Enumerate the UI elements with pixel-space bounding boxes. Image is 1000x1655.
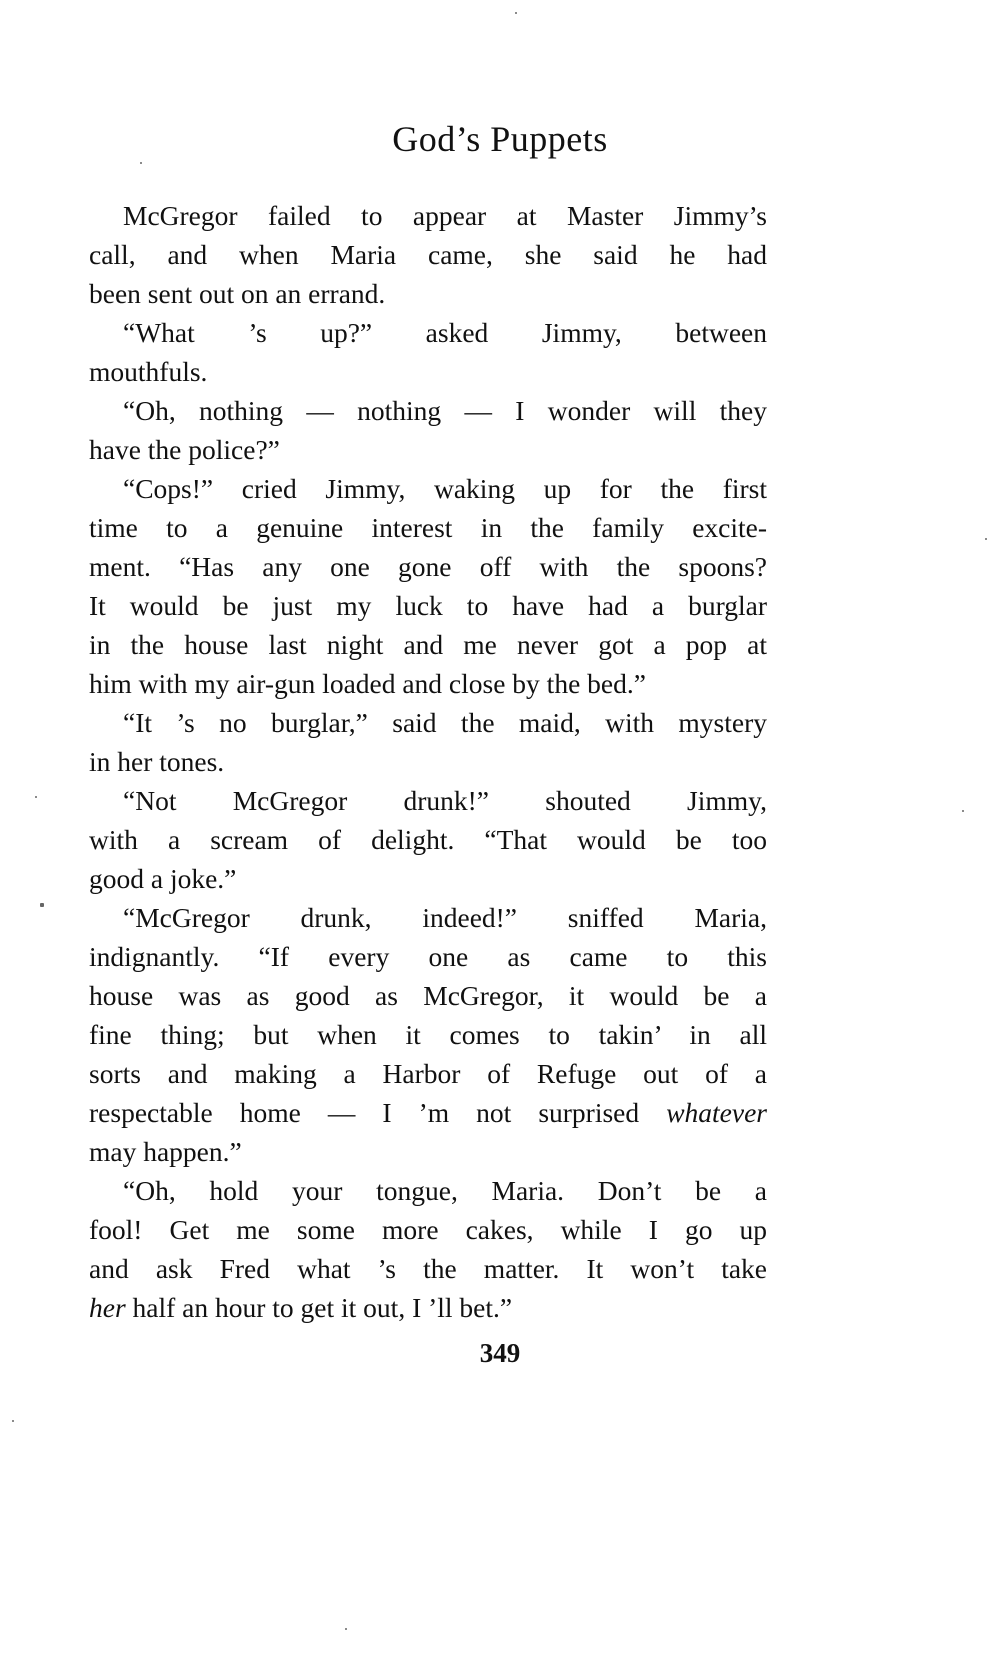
text-line <box>89 313 767 352</box>
text-run: him with my air-gun loaded and close by the bed.” <box>89 668 646 699</box>
scan-speck <box>35 796 37 798</box>
scan-speck <box>140 162 142 164</box>
text-run: house was as good as McGregor, it would be a <box>89 980 767 1011</box>
text-line <box>89 469 767 508</box>
text-run: been sent out on an errand. <box>89 278 386 309</box>
text-line <box>89 1132 767 1171</box>
text-line <box>89 1288 767 1327</box>
italic-text: her <box>89 1292 126 1323</box>
text-line <box>89 898 767 937</box>
text-line <box>89 820 767 859</box>
text-line <box>89 547 767 586</box>
text-line <box>89 586 767 625</box>
scan-speck <box>515 12 517 14</box>
text-run: “What ’s up?” asked Jimmy, between <box>123 317 767 348</box>
text-run: half an hour to get it out, I ’ll bet.” <box>125 1292 513 1323</box>
text-line <box>89 1093 767 1132</box>
text-run: fool! Get me some more cakes, while I go up <box>89 1214 767 1245</box>
text-run: mouthfuls. <box>89 356 208 387</box>
text-run: respectable home — I ’m not surprised <box>89 1097 667 1128</box>
text-line <box>89 274 767 313</box>
text-line <box>89 859 767 898</box>
text-run: “McGregor drunk, indeed!” sniffed Maria, <box>123 902 767 933</box>
scan-speck <box>345 1628 347 1630</box>
italic-text: whatever <box>666 1097 767 1128</box>
text-run: have the police?” <box>89 434 280 465</box>
text-line <box>89 235 767 274</box>
text-run: in her tones. <box>89 746 225 777</box>
text-line <box>89 391 767 430</box>
text-run: with a scream of delight. “That would be too <box>89 824 767 855</box>
text-line <box>89 1015 767 1054</box>
text-run: “Not McGregor drunk!” shouted Jimmy, <box>123 785 767 816</box>
text-run: in the house last night and me never got a pop at <box>89 629 767 660</box>
text-run: “Oh, nothing — nothing — I wonder will they <box>123 395 767 426</box>
text-line <box>89 937 767 976</box>
text-run: fine thing; but when it comes to takin’ in all <box>89 1019 767 1050</box>
text-line <box>89 742 767 781</box>
text-line <box>89 352 767 391</box>
text-run: ment. “Has any one gone off with the spoons? <box>89 551 767 582</box>
text-line <box>89 664 767 703</box>
scan-speck <box>12 1420 14 1422</box>
text-line <box>89 1171 767 1210</box>
text-run: and ask Fred what ’s the matter. It won’t take <box>89 1253 767 1284</box>
text-run: sorts and making a Harbor of Refuge out of a <box>89 1058 767 1089</box>
text-line <box>89 430 767 469</box>
text-line <box>89 1054 767 1093</box>
scan-speck <box>985 538 987 540</box>
text-line <box>89 703 767 742</box>
body-text <box>89 196 767 1327</box>
scan-speck <box>40 903 44 907</box>
scan-speck <box>962 810 964 812</box>
text-run: McGregor failed to appear at Master Jimmy’s <box>123 200 767 231</box>
text-run: may happen.” <box>89 1136 242 1167</box>
text-run: “It ’s no burglar,” said the maid, with mystery <box>123 707 767 738</box>
text-run: indignantly. “If every one as came to this <box>89 941 767 972</box>
text-line <box>89 625 767 664</box>
text-line <box>89 976 767 1015</box>
text-line <box>89 1210 767 1249</box>
text-run: good a joke.” <box>89 863 237 894</box>
text-line <box>89 508 767 547</box>
text-line <box>89 781 767 820</box>
text-run: “Cops!” cried Jimmy, waking up for the first <box>123 473 767 504</box>
text-line <box>89 1249 767 1288</box>
page-number: 349 <box>479 1338 521 1368</box>
running-head: God’s Puppets <box>392 119 608 159</box>
text-run: “Oh, hold your tongue, Maria. Don’t be a <box>123 1175 767 1206</box>
text-line <box>89 196 767 235</box>
text-run: call, and when Maria came, she said he had <box>89 239 767 270</box>
text-run: time to a genuine interest in the family excite- <box>89 512 767 543</box>
text-run: It would be just my luck to have had a burglar <box>89 590 767 621</box>
